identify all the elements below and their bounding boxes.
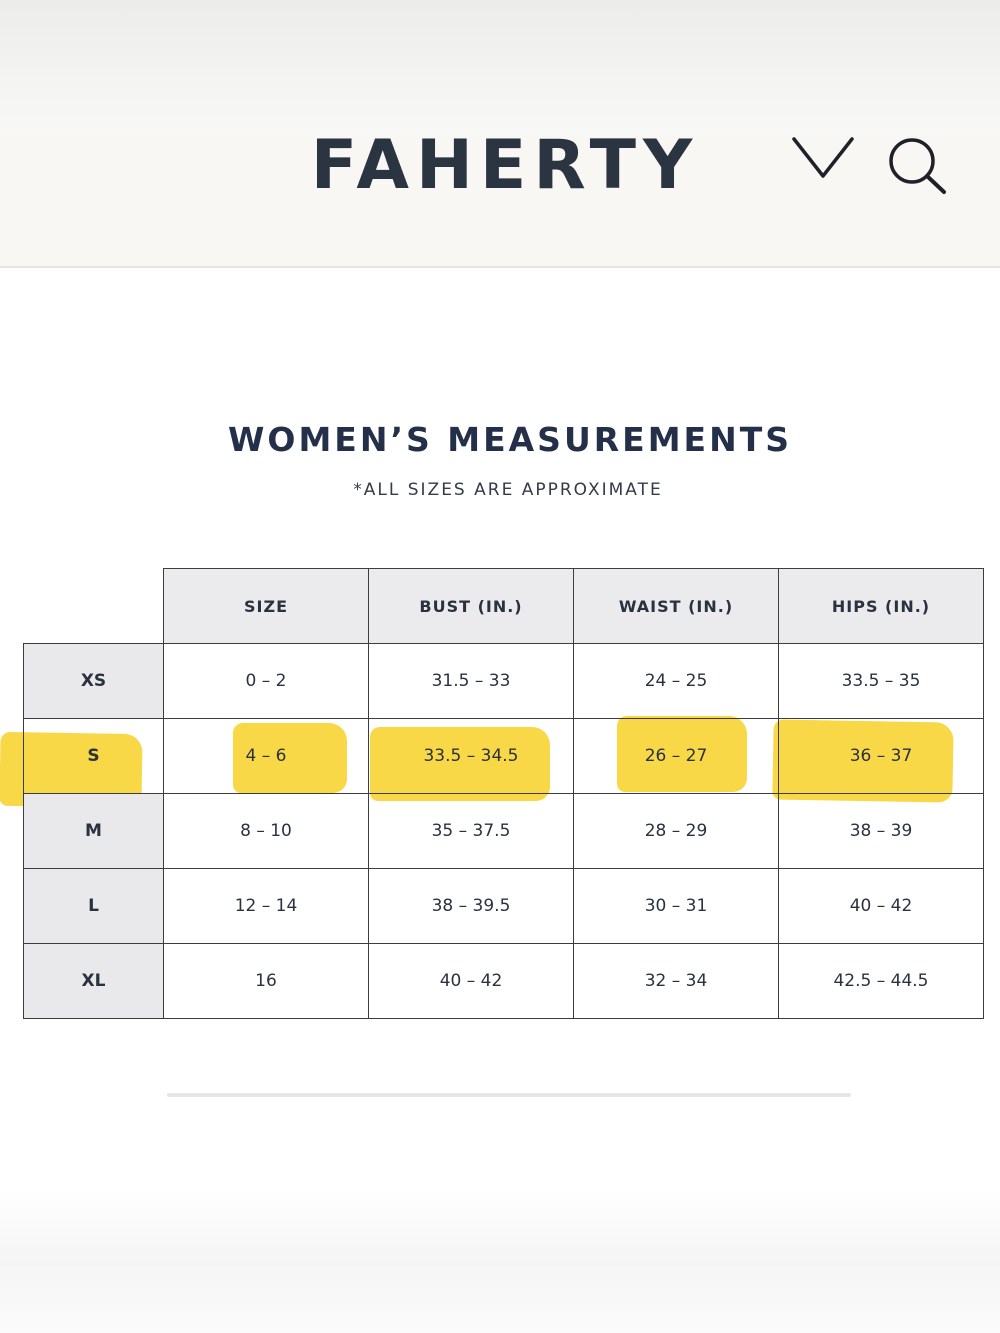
table-cell: 33.5 – 34.5 (369, 719, 574, 794)
bottom-shade (0, 1190, 1000, 1333)
table-cell: 16 (164, 944, 369, 1019)
table-row (24, 794, 984, 869)
table-header-row (24, 569, 984, 644)
measurements-table (23, 568, 984, 1019)
row-label: M (24, 794, 164, 869)
table-cell: 30 – 31 (574, 869, 779, 944)
table-cell: 26 – 27 (574, 719, 779, 794)
row-label: L (24, 869, 164, 944)
brand-logo[interactable]: FAHERTY (310, 126, 700, 205)
divider (167, 1093, 851, 1097)
row-label: S (24, 719, 164, 794)
table-cell: 35 – 37.5 (369, 794, 574, 869)
table-cell: 38 – 39.5 (369, 869, 574, 944)
table-cell: 31.5 – 33 (369, 644, 574, 719)
table-cell: 33.5 – 35 (779, 644, 984, 719)
page-title: WOMEN’S MEASUREMENTS (228, 420, 792, 459)
table-cell: 40 – 42 (369, 944, 574, 1019)
table-cell: 28 – 29 (574, 794, 779, 869)
column-header: HIPS (IN.) (779, 569, 984, 644)
table-cell: 32 – 34 (574, 944, 779, 1019)
table-corner (24, 569, 164, 644)
table-cell: 0 – 2 (164, 644, 369, 719)
table-cell: 36 – 37 (779, 719, 984, 794)
table-cell: 24 – 25 (574, 644, 779, 719)
table-row-highlighted (24, 719, 984, 794)
top-shade (0, 0, 1000, 135)
table-cell: 38 – 39 (779, 794, 984, 869)
table-row (24, 869, 984, 944)
page-subtitle: *ALL SIZES ARE APPROXIMATE (353, 480, 663, 500)
row-label: XS (24, 644, 164, 719)
table-cell: 12 – 14 (164, 869, 369, 944)
heart-icon[interactable] (790, 133, 856, 181)
column-header: SIZE (164, 569, 369, 644)
table-cell: 4 – 6 (164, 719, 369, 794)
table-cell: 42.5 – 44.5 (779, 944, 984, 1019)
search-icon[interactable] (886, 137, 948, 195)
table-cell: 40 – 42 (779, 869, 984, 944)
row-label: XL (24, 944, 164, 1019)
column-header: BUST (IN.) (369, 569, 574, 644)
table-row (24, 644, 984, 719)
table-cell: 8 – 10 (164, 794, 369, 869)
column-header: WAIST (IN.) (574, 569, 779, 644)
table-row (24, 944, 984, 1019)
